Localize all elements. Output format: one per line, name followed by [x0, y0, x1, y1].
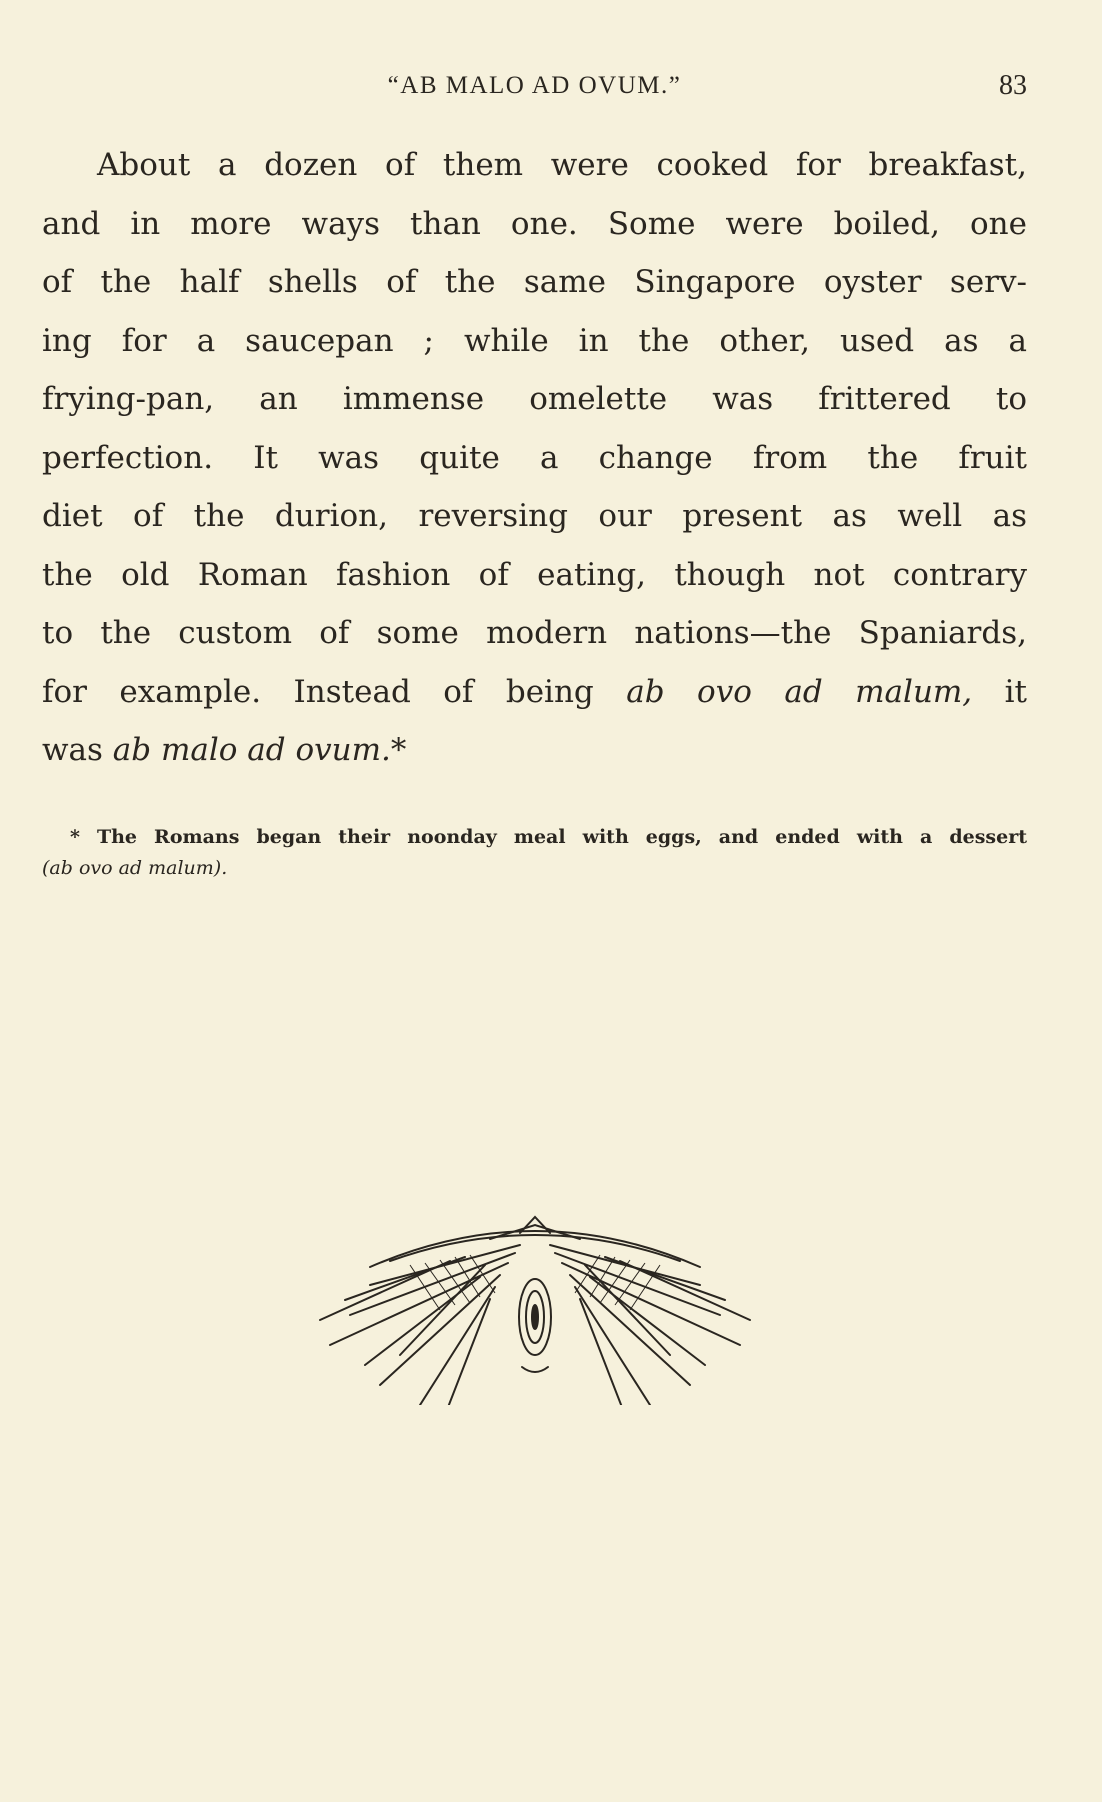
footnote-line: * The Romans began their noonday meal with eggs, and ended with a dessert — [70, 826, 1027, 848]
text-line: perfection. It was quite a change from the fruit — [42, 439, 1027, 476]
palm-frond-ornament-icon — [290, 1205, 780, 1405]
text-line: About a dozen of them were cooked for breakfast, — [97, 147, 1027, 183]
text-line: frying-pan, an immense omelette was frittered to — [42, 381, 1027, 417]
footnote — [42, 822, 1027, 884]
text-line: of the half shells of the same Singapore oyster serv- — [42, 264, 1027, 300]
latin-phrase: ab ovo ad malum, — [626, 673, 973, 710]
body-paragraph — [42, 136, 1027, 780]
text-line: the old Roman fashion of eating, though not contrary — [42, 556, 1027, 593]
text-line — [42, 663, 1027, 722]
text-segment: for example. Instead of being — [42, 673, 594, 710]
page-number: 83 — [999, 70, 1027, 101]
text-line: ing for a saucepan ; while in the other, used as a — [42, 322, 1027, 359]
text-segment: it — [1004, 673, 1028, 710]
latin-phrase: ab malo ad ovum.* — [112, 732, 407, 768]
text-segment: was — [42, 732, 103, 768]
text-line: diet of the durion, reversing our present as well as — [42, 498, 1027, 534]
footnote-line: (ab ovo ad malum). — [42, 857, 228, 879]
text-line: to the custom of some modern nations—the Spaniards, — [42, 615, 1027, 651]
text-line — [42, 721, 1027, 780]
running-head-title: “AB MALO AD OVUM.” — [387, 72, 682, 99]
text-line: and in more ways than one. Some were boiled, one — [42, 205, 1027, 242]
running-head — [42, 68, 1027, 108]
